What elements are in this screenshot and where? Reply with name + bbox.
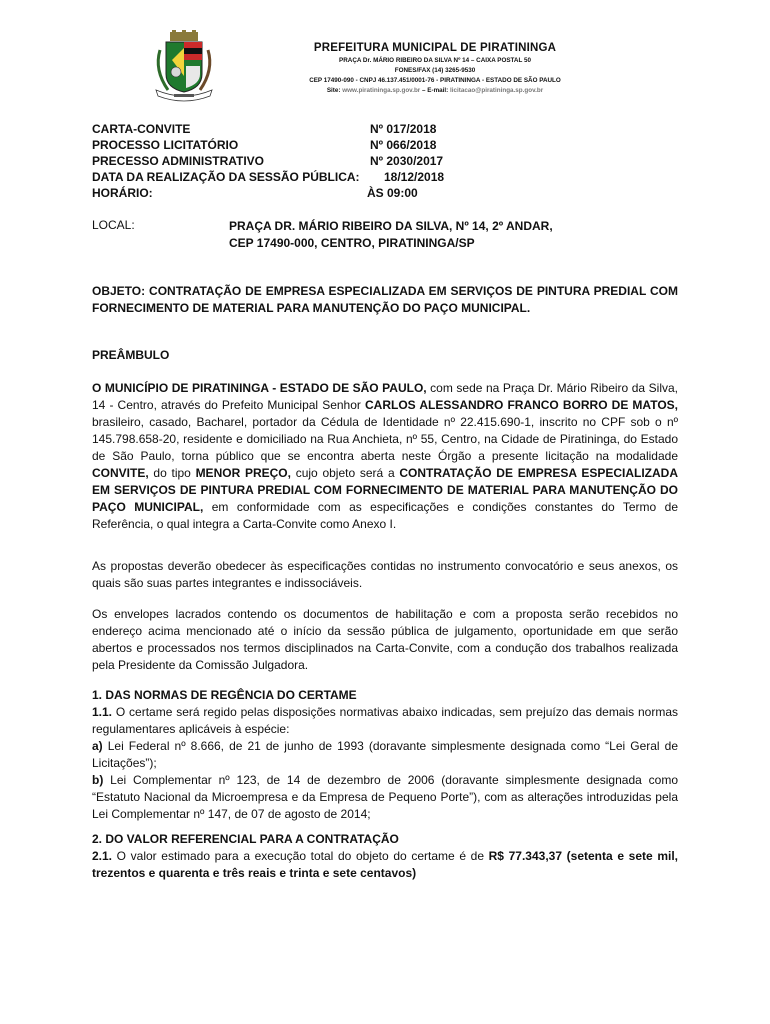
data-sessao-value: 18/12/2018 xyxy=(384,170,445,184)
email-link[interactable]: licitacao@piratininga.sp.gov.br xyxy=(450,87,544,94)
valor-referencial: R$ 77.343,37 (setenta e sete mil, trezentos e quarenta e três reais e trinta e sete centavos) xyxy=(92,849,678,880)
item-number: 2.1. xyxy=(92,849,113,863)
processo-licitatorio-value: Nº 066/2018 xyxy=(370,138,437,152)
carta-convite-label: CARTA-CONVITE xyxy=(92,122,191,136)
preambulo-text: brasileiro, casado, Bacharel, portador da Cédula de Identidade nº 22.415.690-1, inscrito no CPF sob o nº 145.798.658-20, residente e domiciliado na Rua Anchieta, nº 55, Centro, na Cidade de Piratininga, do Estado de São Paulo, torna público que se encontra aberta neste Órgão a presente licitação na modalidade xyxy=(92,415,678,463)
preambulo-heading: PREÂMBULO xyxy=(92,348,170,362)
objeto-inline: CONTRATAÇÃO DE EMPRESA ESPECIALIZADA EM SERVIÇOS DE PINTURA PREDIAL COM FORNECIMENTO DE MATERIAL PARA MANUTENÇÃO DO PAÇO MUNICIPAL, xyxy=(92,466,679,514)
local-line-2: CEP 17490-000, CENTRO, PIRATININGA/SP xyxy=(229,236,475,250)
prefeito-name: CARLOS ALESSANDRO FRANCO BORRO DE MATOS, xyxy=(365,398,678,412)
item-text: O certame será regido pelas disposições normativas abaixo indicadas, sem prejuízo das demais normas regulamentares aplicáveis à espécie: xyxy=(92,705,678,736)
objeto-paragraph: OBJETO: CONTRATAÇÃO DE EMPRESA ESPECIALIZADA EM SERVIÇOS DE PINTURA PREDIAL COM FORNECIMENTO DE MATERIAL PARA MANUTENÇÃO DO PAÇO MUNICIPAL. xyxy=(92,284,678,315)
section-1-1 xyxy=(92,704,678,738)
site-label: Site: xyxy=(326,87,341,94)
municipio-name: O MUNICÍPIO DE PIRATININGA - ESTADO DE SÃO PAULO, xyxy=(92,381,427,395)
section-1-a xyxy=(92,738,678,772)
preambulo-paragraph-3: Os envelopes lacrados contendo os documentos de habilitação e com a proposta serão recebidos no endereço acima mencionado até o início da sessão pública de julgamento, oportunidade em que serão abertos e processados nos termos disciplinados na Carta-Convite, com a condução dos trabalhos realizada pela Presidente da Comissão Julgadora. xyxy=(92,607,678,672)
item-number: 1.1. xyxy=(92,705,113,719)
item-number: a) xyxy=(92,739,103,753)
section-2-heading: 2. DO VALOR REFERENCIAL PARA A CONTRATAÇÃO xyxy=(92,832,399,846)
preambulo-text: cujo objeto será a xyxy=(290,466,400,480)
section-1-b xyxy=(92,772,678,823)
email-label: – E-mail: xyxy=(422,87,449,94)
preambulo-text: com sede na Praça Dr. Mário Ribeiro da Silva, 14 - Centro, através do Prefeito Municipal Senhor xyxy=(92,381,678,412)
section-2-1 xyxy=(92,848,678,882)
prefeitura-address: PRAÇA Dr. MÁRIO RIBEIRO DA SILVA Nº 14 – CAIXA POSTAL 50 xyxy=(339,57,531,64)
horario-value: ÀS 09:00 xyxy=(367,186,418,200)
item-text: Lei Complementar nº 123, de 14 de dezembro de 2006 (doravante simplesmente designada como “Estatuto Nacional da Microempresa e da Empresa de Pequeno Porte”), com as alterações introduzidas pela Lei Complementar nº 147, de 07 de agosto de 2014; xyxy=(92,773,678,821)
item-number: b) xyxy=(92,773,104,787)
preambulo-text: do tipo xyxy=(148,466,196,480)
site-link[interactable]: www.piratininga.sp.gov.br xyxy=(342,87,421,94)
processo-licitatorio-label: PROCESSO LICITATÓRIO xyxy=(92,138,239,152)
item-text: O valor estimado para a execução total do objeto do certame é de xyxy=(112,849,489,863)
tipo: MENOR PREÇO, xyxy=(195,466,291,480)
horario-label: HORÁRIO: xyxy=(92,186,153,200)
local-value xyxy=(229,218,553,252)
data-sessao-label: DATA DA REALIZAÇÃO DA SESSÃO PÚBLICA: xyxy=(92,170,360,184)
prefeitura-contacts xyxy=(265,86,605,96)
prefeitura-phone: FONES/FAX (14) 3265-9530 xyxy=(394,67,476,74)
modalidade: CONVITE, xyxy=(92,466,149,480)
local-line-1: PRAÇA DR. MÁRIO RIBEIRO DA SILVA, Nº 14, 2º ANDAR, xyxy=(229,219,553,233)
preambulo-paragraph-1 xyxy=(92,380,678,533)
carta-convite-value: Nº 017/2018 xyxy=(370,122,437,136)
letterhead xyxy=(265,42,605,96)
prefeitura-cep-cnpj: CEP 17490-090 - CNPJ 46.137.451/0001-76 - PIRATININGA - ESTADO DE SÃO PAULO xyxy=(309,77,561,84)
prefeitura-title: PREFEITURA MUNICIPAL DE PIRATININGA xyxy=(313,42,557,54)
section-1-heading: 1. DAS NORMAS DE REGÊNCIA DO CERTAME xyxy=(92,688,357,702)
preambulo-text: em conformidade com as especificações e condições constantes do Termo de Referência, o qual integra a Carta-Convite como Anexo I. xyxy=(92,500,678,531)
processo-administrativo-label: PRECESSO ADMINISTRATIVO xyxy=(92,154,265,168)
local-label: LOCAL: xyxy=(92,218,135,232)
item-text: Lei Federal nº 8.666, de 21 de junho de 1993 (doravante simplesmente designada como “Lei Geral de Licitações”); xyxy=(92,739,678,770)
processo-administrativo-value: Nº 2030/2017 xyxy=(370,154,444,168)
preambulo-paragraph-2: As propostas deverão obedecer às especificações contidas no instrumento convocatório e seus anexos, os quais são suas partes integrantes e indissociáveis. xyxy=(92,559,678,590)
municipal-crest-logo xyxy=(150,30,218,104)
